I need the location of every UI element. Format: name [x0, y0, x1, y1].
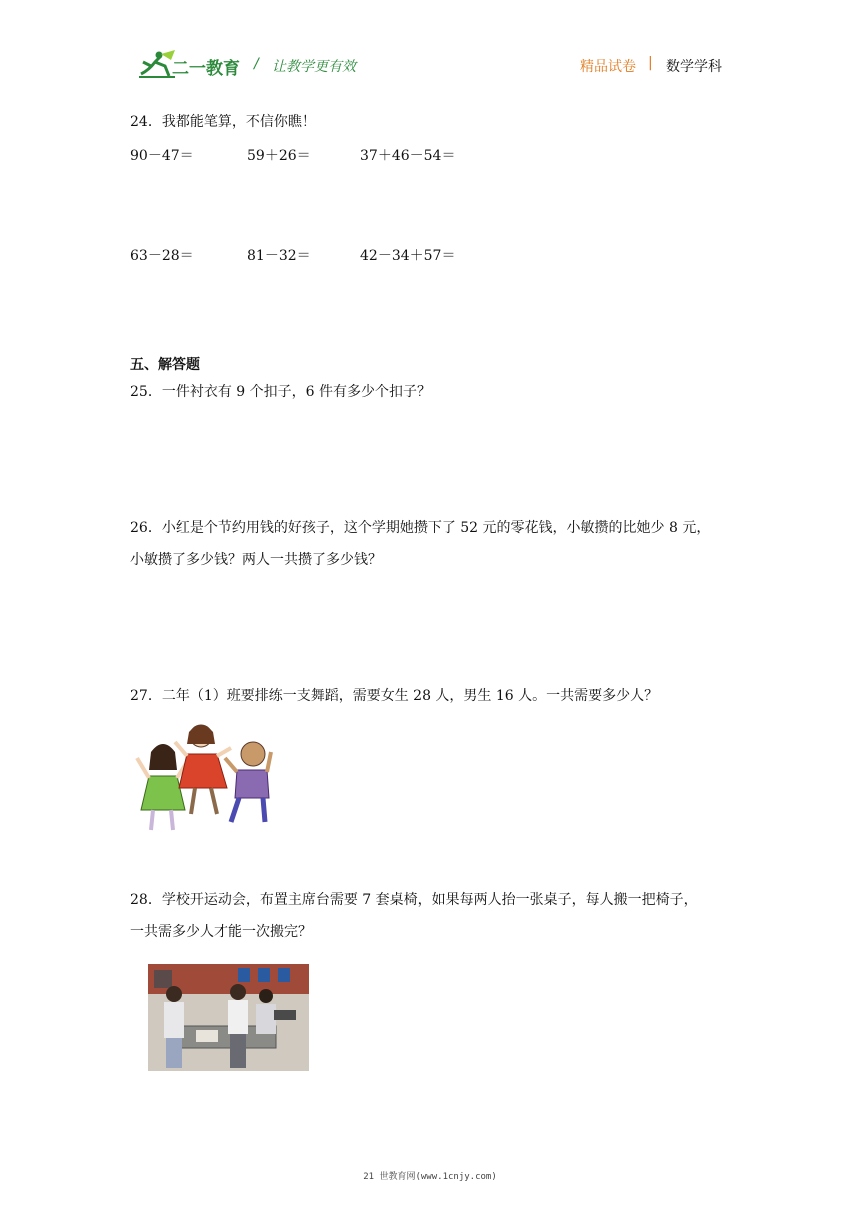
q24-expr-1: 90－47＝ — [130, 148, 194, 164]
students-desk-photo — [148, 964, 309, 1071]
q24-expr-6: 42－34＋57＝ — [360, 248, 456, 264]
q25-text: 25．一件衬衣有 9 个扣子，6 件有多少个扣子？ — [130, 384, 431, 400]
slogan: 让教学更有效 — [272, 59, 356, 75]
header-divider: | — [648, 55, 653, 71]
slogan-separator: / — [254, 56, 259, 72]
header-label-right: 数学学科 — [666, 59, 722, 75]
q24-prompt: 24．我都能笔算，不信你瞧！ — [130, 114, 316, 130]
q24-expr-5: 81－32＝ — [247, 248, 311, 264]
q27-text: 27．二年（1）班要排练一支舞蹈，需要女生 28 人，男生 16 人。一共需要多少人？ — [130, 688, 659, 704]
q28-line1: 28．学校开运动会，布置主席台需要 7 套桌椅，如果每两人抬一张桌子，每人搬一把椅子， — [130, 892, 698, 908]
section-title: 五、解答题 — [130, 357, 200, 373]
q28-line2: 一共需多少人才能一次搬完？ — [130, 924, 312, 940]
q24-expr-4: 63－28＝ — [130, 248, 194, 264]
q24-expr-3: 37＋46－54＝ — [360, 148, 456, 164]
q26-line2: 小敏攒了多少钱？两人一共攒了多少钱？ — [130, 552, 382, 568]
logo-text: 二一教育 — [172, 59, 240, 79]
footer-text: 21 世教育网(www.1cnjy.com) — [363, 1172, 497, 1182]
q26-line1: 26．小红是个节约用钱的好孩子，这个学期她攒下了 52 元的零花钱，小敏攒的比她少 8 元， — [130, 520, 711, 536]
q24-expr-2: 59＋26＝ — [247, 148, 311, 164]
header-label-left: 精品试卷 — [580, 59, 636, 75]
dancing-children-image — [135, 718, 280, 836]
